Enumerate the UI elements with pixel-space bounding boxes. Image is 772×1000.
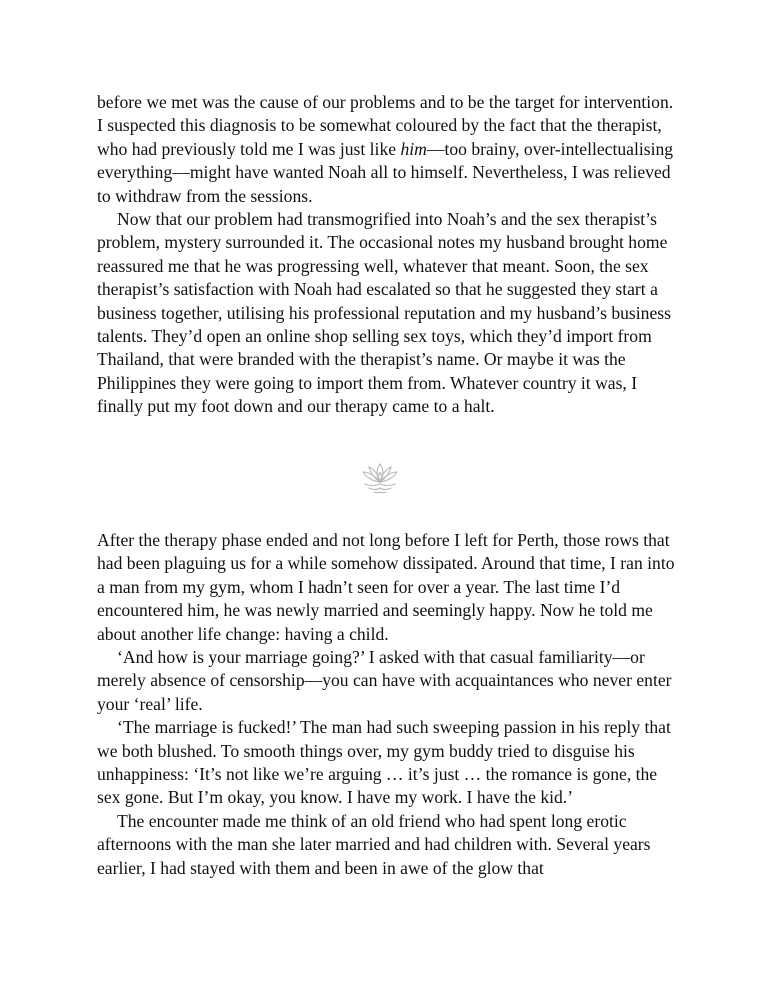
emphasis-text: him <box>400 138 427 159</box>
paragraph: ‘The marriage is fucked!’ The man had such sweeping passion in his reply that we both blushed. To smooth things over, my gym buddy tried to disguise his unhappiness: ‘It’s not like we’re arguing … it’s just … the romance is gone, the sex gone. But I’m okay, you know. I have my work. I have the kid.’ <box>97 717 671 808</box>
text-section-1 <box>97 91 679 419</box>
paragraph: Now that our problem had transmogrified into Noah’s and the sex therapist’s problem, mystery surrounded it. The occasional notes my husband brought home reassured me that he was progressing well, whatever that meant. Soon, the sex therapist’s satisfaction with Noah had escalated so that he suggested they start a business together, utilising his professional reputation and my husband’s business talents. They’d open an online shop selling sex toys, which they’d import from Thailand, that were branded with the therapist’s name. Or maybe it was the Philippines they were going to import them from. Whatever country it was, I finally put my foot down and our therapy came to a halt. <box>97 209 671 417</box>
text-section-2 <box>97 529 679 880</box>
paragraph-text: before we met was the cause of our problems and to be the target for intervention. I suspected this diagnosis to be somewhat coloured by the fact that the therapist, who had previously told me I was just like <box>97 92 674 159</box>
paragraph <box>97 91 679 208</box>
paragraph: ‘And how is your marriage going?’ I asked with that casual familiarity—or merely absence of censorship—you can have with acquaintances who never enter your ‘real’ life. <box>97 647 672 714</box>
paragraph-text: —too brainy, over-intellectualising everything—might have wanted Noah all to himself. Nevertheless, I was relieved to withdraw from the sessions. <box>97 138 674 206</box>
paragraph: The encounter made me think of an old friend who had spent long erotic afternoons with the man she later married and had children with. Several years earlier, I had stayed with them and been in awe of the glow that <box>97 810 651 878</box>
lotus-flourish-icon <box>360 460 400 496</box>
paragraph: After the therapy phase ended and not long before I left for Perth, those rows that had been plaguing us for a while somehow dissipated. Around that time, I ran into a man from my gym, whom I hadn’t seen for over a year. The last time I’d encountered him, he was newly married and seemingly happy. Now he told me about another life change: having a child. <box>97 530 675 644</box>
